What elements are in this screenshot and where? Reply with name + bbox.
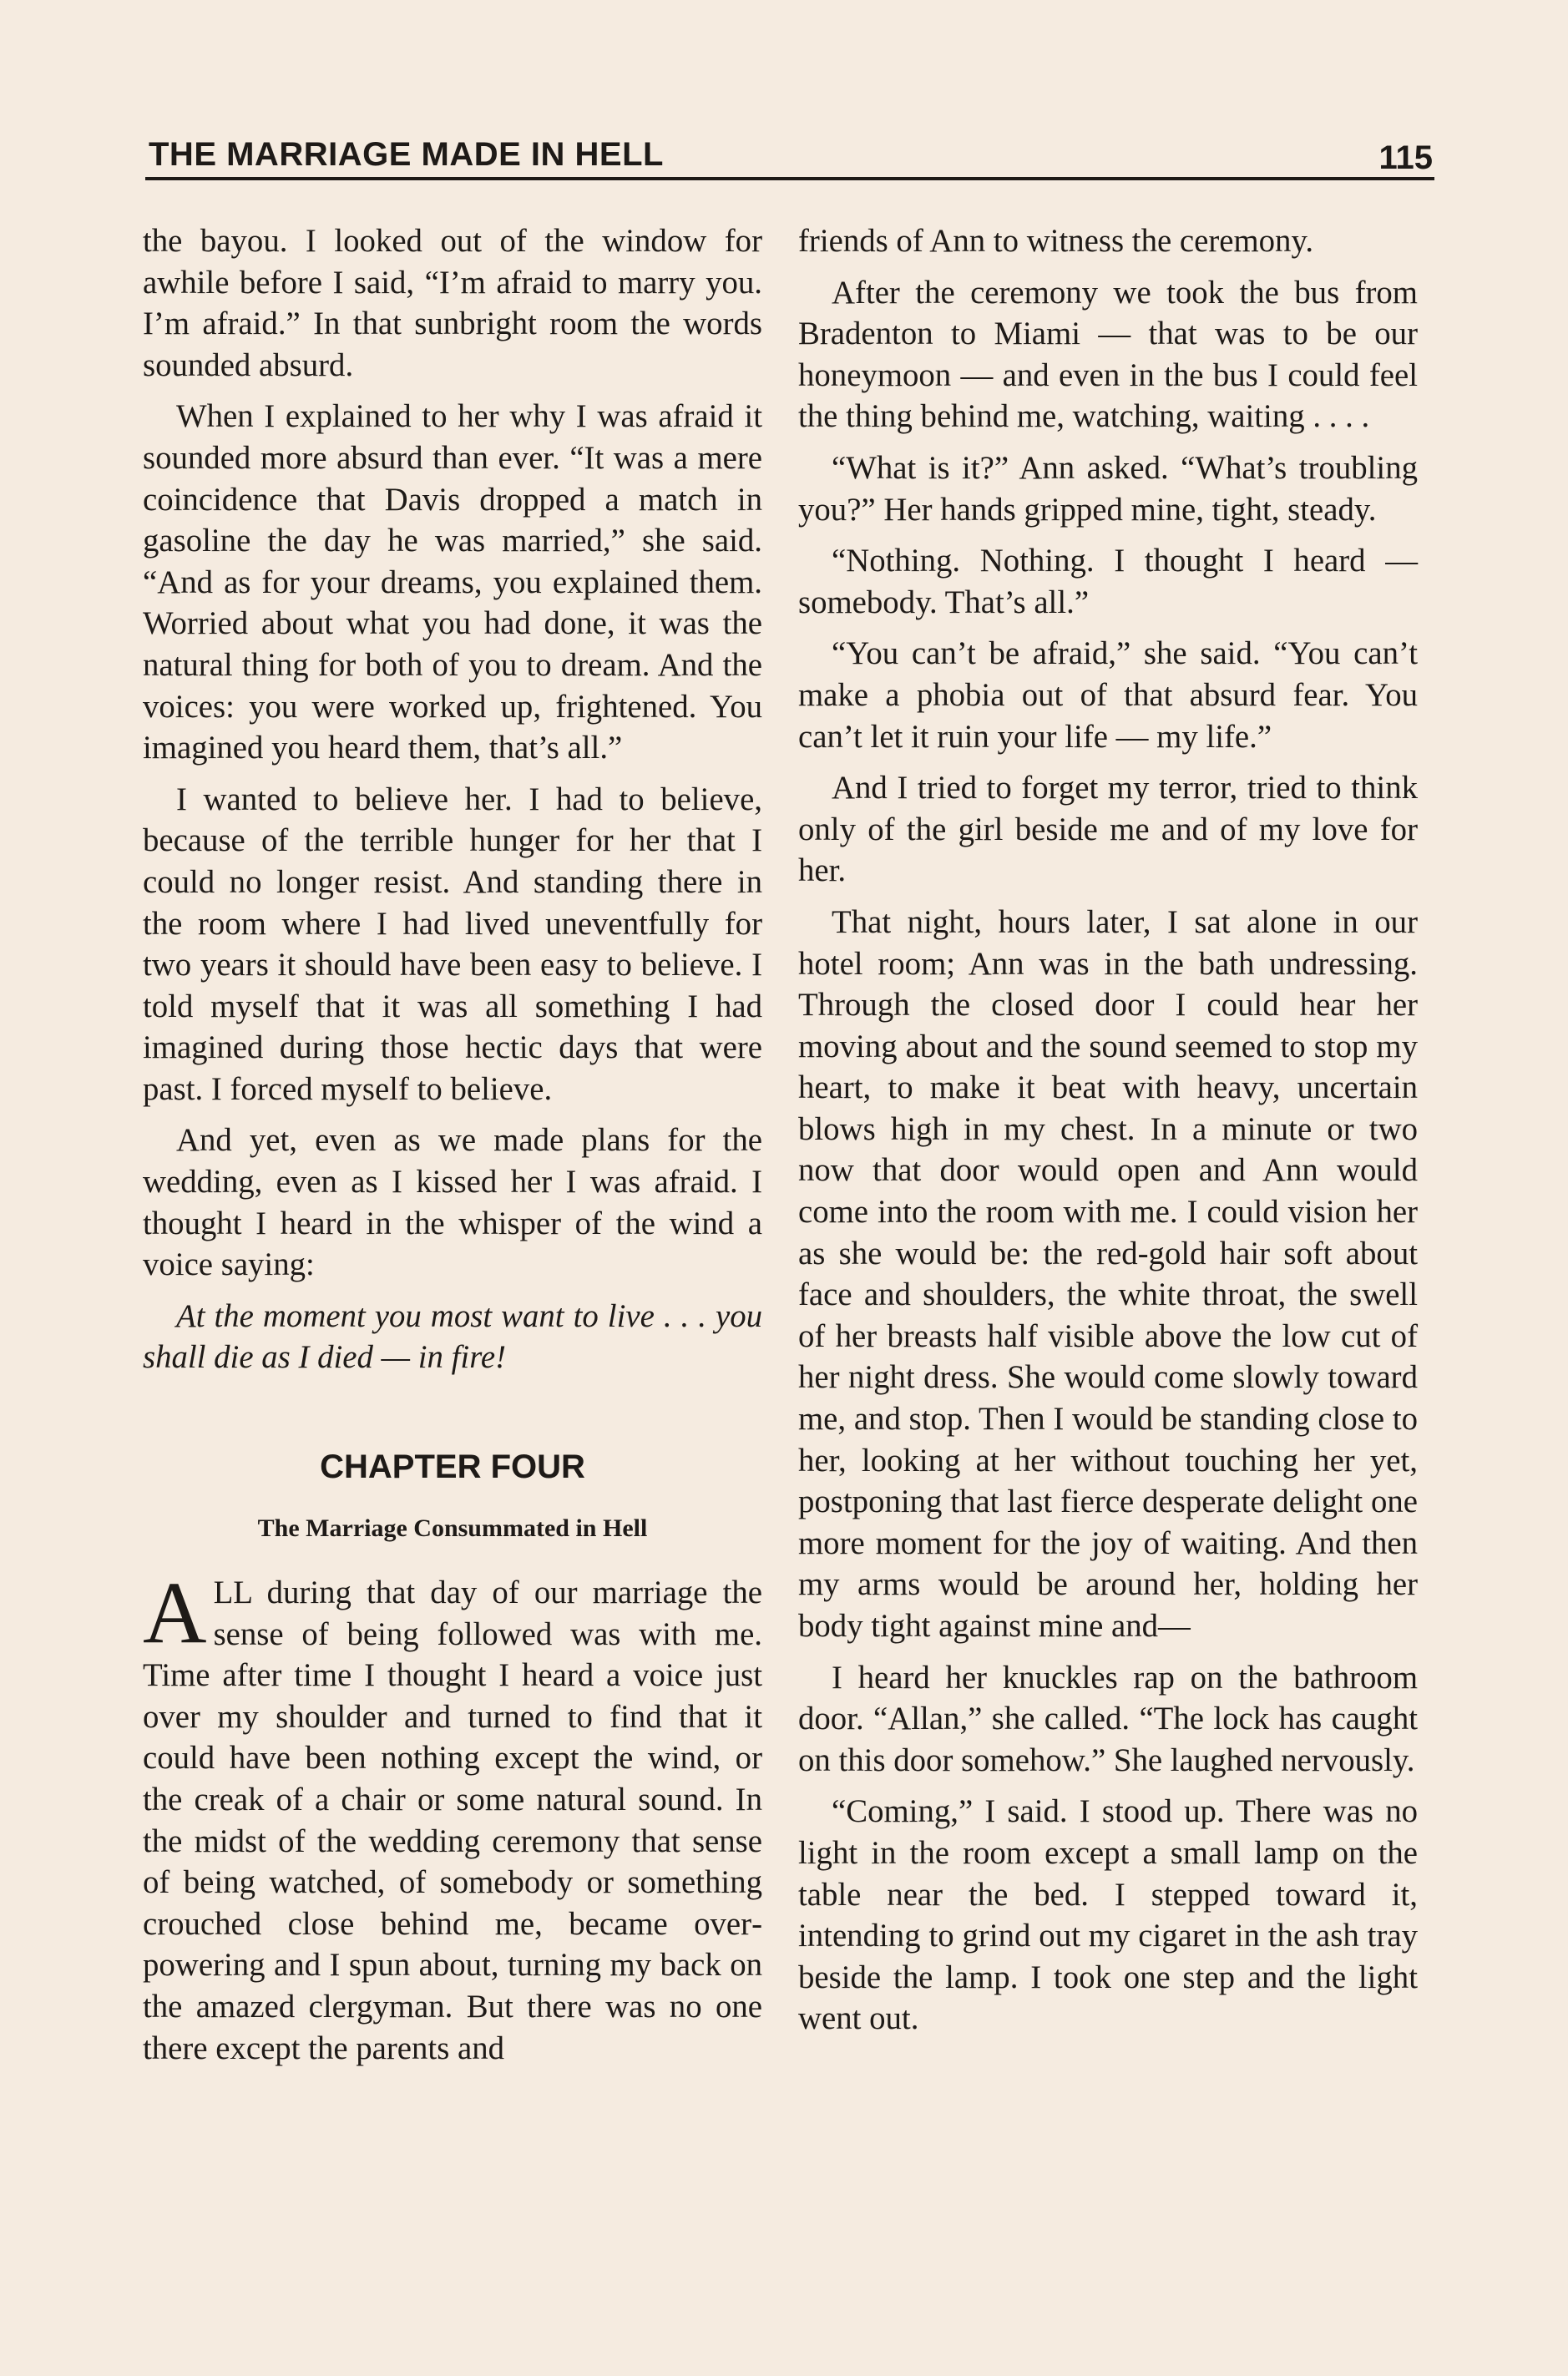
chapter-heading: CHAPTER FOUR bbox=[320, 1448, 585, 1486]
paragraph: “What is it?” Ann asked. “What’s troubling you?” Her hands gripped mine, tight, steady. bbox=[798, 449, 1418, 528]
paragraph: When I explained to her why I was afraid it sounded more absurd than ever. “It was a mere coincidence that Davis dropped a match in gasoline the day he was married,” she said. “And as for your dreams, you explained them. Worried about what you had done, it was the natural thing for both of you to dream. And the voices: you were worked up, frightened. You imagined you heard them, that’s all.” bbox=[143, 398, 762, 766]
chapter-subtitle: The Marriage Consummated in Hell bbox=[257, 1514, 648, 1543]
paragraph: “Nothing. Nothing. I thought I heard — somebody. That’s all.” bbox=[798, 543, 1418, 620]
paragraph: After the ceremony we took the bus from Bradenton to Miami — that was to be our honeymoon — and even in the bus I could feel the thing behind me, watching, waiting . . . . bbox=[798, 274, 1418, 435]
chapter-opening-text: LL during that day of our marriage the sense of being followed was with me. Time after time I thought I heard a voice just over my shoulder and turned to find that it could have been nothing except the wind, or the creak of a chair or some natural sound. In the midst of the wedding ceremony that sense of being watched, of somebody or something crouched close behind me, became overpowering and I spun about, turning my back on the amazed clergyman. But there was no one there except the parents and bbox=[143, 1575, 762, 2066]
drop-cap: A bbox=[143, 1564, 207, 1662]
paragraph: “You can’t be afraid,” she said. “You can’t make a phobia out of that absurd fear. You can’t let it ruin your life — my life.” bbox=[798, 635, 1418, 755]
running-title: THE MARRIAGE MADE IN HELL bbox=[149, 136, 664, 173]
paragraph: the bayou. I looked out of the window for awhile before I said, “I’m afraid to marry you. I’m afraid.” In that sunbright room the words sounded absurd. bbox=[143, 223, 762, 383]
paragraph: And yet, even as we made plans for the wedding, even as I kissed her I was afraid. I thought I heard in the whisper of the wind a voice saying: bbox=[143, 1122, 762, 1283]
left-column bbox=[143, 220, 762, 2079]
paragraph: That night, hours later, I sat alone in our hotel room; Ann was in the bath undressing. Through the closed door I could hear her moving about and the sound seemed to stop my heart, to make it beat with heavy, uncertain blows high in my chest. In a minute or two now that door would open and Ann would come into the room with me. I could vision her as she would be: the red-gold hair soft about face and shoulders, the white throat, the swell of her breasts half visible above the low cut of her night dress. She would come slowly toward me, and stop. Then I would be standing close to her, looking at her without touching her yet, postponing that last fierce desperate delight one more moment for the joy of waiting. And then my arms would be around her, holding her body tight against mine and— bbox=[798, 903, 1418, 1644]
paragraph: “Coming,” I said. I stood up. There was no light in the room except a small lamp on the table near the bed. I stepped toward it, intending to grind out my cigaret in the ash tray beside the lamp. I took one step and the light went out. bbox=[798, 1793, 1418, 2037]
right-column bbox=[798, 220, 1418, 2050]
page-number: 115 bbox=[1378, 139, 1433, 176]
paragraph: I wanted to believe her. I had to believe, because of the terrible hunger for her that I could no longer resist. And standing there in the room where I had lived uneventfully for two years it should have been easy to believe. I told myself that it was all something I had imagined during those hectic days that were past. I forced myself to believe. bbox=[143, 781, 762, 1107]
paragraph: And I tried to forget my terror, tried to think only of the girl beside me and of my love for her. bbox=[798, 770, 1418, 889]
chapter-opening-paragraph bbox=[143, 1564, 762, 2069]
paragraph: I heard her knuckles rap on the bathroom door. “Allan,” she called. “The lock has caught on this door somehow.” She laughed nervously. bbox=[798, 1659, 1418, 1778]
paragraph: friends of Ann to witness the ceremony. bbox=[798, 223, 1314, 259]
italic-verse: At the moment you most want to live . . . you shall die as I died — in fire! bbox=[143, 1297, 762, 1376]
running-header bbox=[145, 125, 1434, 180]
